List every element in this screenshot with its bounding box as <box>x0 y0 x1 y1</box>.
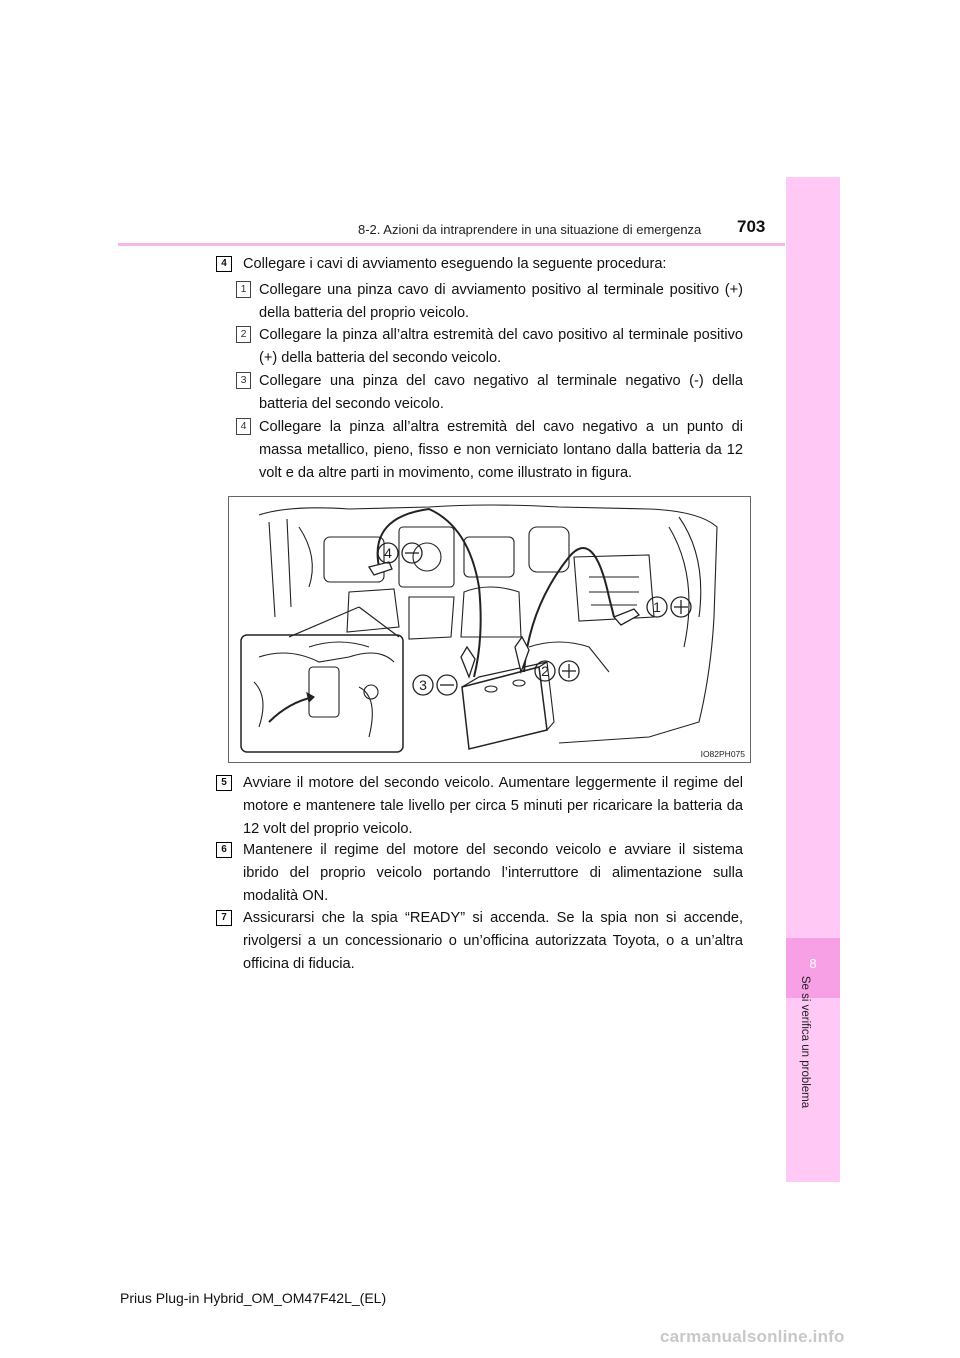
chapter-number-tab <box>786 938 840 998</box>
step-number-box: 4 <box>216 256 232 272</box>
step-text: Assicurarsi che la spia “READY” si accenda. Se la spia non si accende, rivolgersi a un concessionario o un’officina autorizzata Toyota, o a un’altra officina di fiducia. <box>243 910 743 972</box>
step-number-box: 5 <box>216 775 232 791</box>
step-number-box: 7 <box>216 910 232 926</box>
document-id: Prius Plug-in Hybrid_OM_OM47F42L_(EL) <box>120 1290 387 1306</box>
watermark: carmanualsonline.info <box>660 1327 845 1346</box>
page-number: 703 <box>737 217 766 236</box>
chapter-side-tab <box>786 177 840 1182</box>
header-rule <box>118 243 785 246</box>
chapter-title: Se si verifica un problema <box>799 975 811 1109</box>
step-text: Collegare i cavi di avviamento eseguendo la seguente procedura: <box>243 256 667 272</box>
substep-text: Collegare una pinza cavo di avviamento positivo al terminale positivo (+) della batteria del proprio veicolo. <box>259 282 743 321</box>
callout-label: 1 <box>653 599 661 615</box>
callout-label: 4 <box>384 545 392 561</box>
substep-number-box: 3 <box>236 372 251 389</box>
substep-text: Collegare la pinza all’altra estremità del cavo negativo a un punto di massa metallico, pieno, fisso e non verniciato lontano dalla batteria da 12 volt e da altre parti in movimento, come illustrato in figura. <box>259 419 743 481</box>
callout-label: 3 <box>419 677 427 693</box>
jump-start-illustration <box>228 496 751 763</box>
substep-number-box: 2 <box>236 326 251 343</box>
substep-number-box: 4 <box>236 418 251 435</box>
step-text: Avviare il motore del secondo veicolo. Aumentare leggermente il regime del motore e mantenere tale livello per circa 5 minuti per ricaricare la batteria da 12 volt del proprio veicolo. <box>243 775 743 837</box>
substep-number-box: 1 <box>236 281 251 298</box>
chapter-number: 8 <box>809 956 817 971</box>
step-number-box: 6 <box>216 842 232 858</box>
substep-text: Collegare la pinza all’altra estremità del cavo positivo al terminale positivo (+) della batteria del secondo veicolo. <box>259 327 743 366</box>
engine-bay-drawing <box>229 497 750 762</box>
figure-code: IO82PH075 <box>700 749 745 759</box>
callout-label: 2 <box>541 663 549 679</box>
substep-text: Collegare una pinza del cavo negativo al terminale negativo (-) della batteria del secondo veicolo. <box>259 373 743 412</box>
step-text: Mantenere il regime del motore del secondo veicolo e avviare il sistema ibrido del proprio veicolo portando l’interruttore di alimentazione sulla modalità ON. <box>243 842 743 904</box>
section-title: 8-2. Azioni da intraprendere in una situazione di emergenza <box>358 222 702 237</box>
